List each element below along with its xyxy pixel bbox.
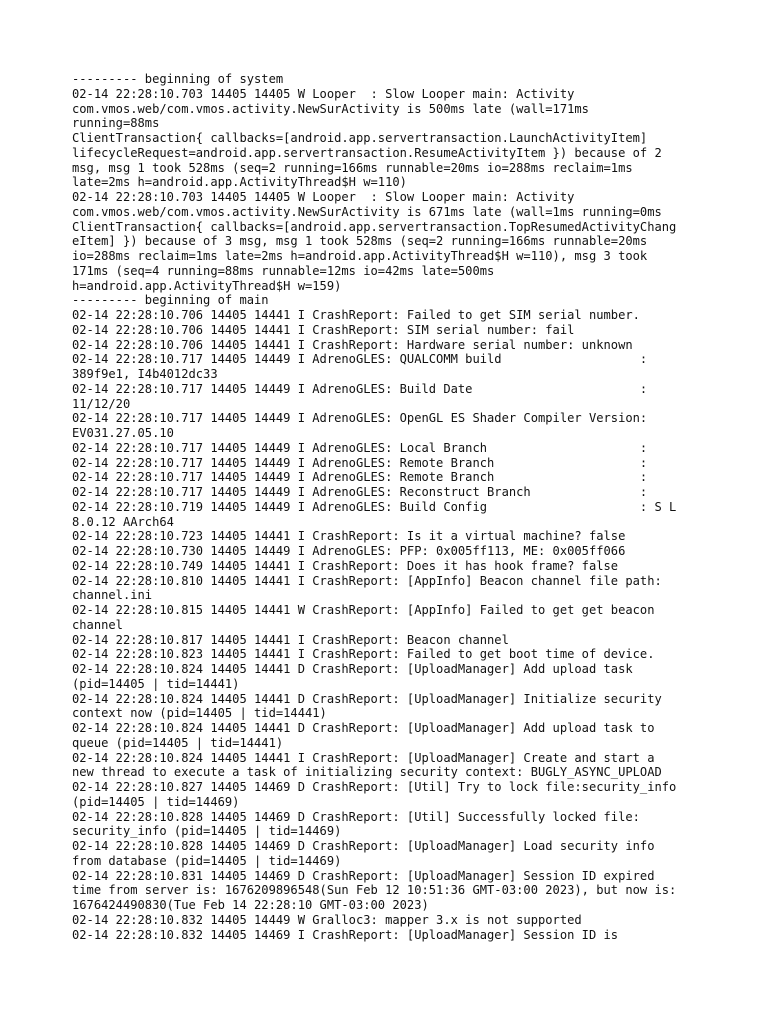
log-line: ClientTransaction{ callbacks=[android.app.servertransaction.LaunchActivityItem] [72, 131, 648, 145]
log-line: io=288ms reclaim=1ms late=2ms h=android.app.ActivityThread$H w=110), msg 3 took [72, 249, 648, 263]
log-line: channel.ini [72, 588, 153, 603]
log-line: 02-14 22:28:10.832 14405 14469 I CrashReport: [UploadManager] Session ID is [72, 927, 619, 942]
log-line: (pid=14405 | tid=14441) [72, 676, 240, 691]
log-line: ClientTransaction{ callbacks=[android.app.servertransaction.TopResumedActivityChang [72, 219, 677, 234]
log-line: 02-14 22:28:10.824 14405 14441 I CrashReport: [UploadManager] Create and start a [72, 750, 655, 765]
log-line: 02-14 22:28:10.832 14405 14449 W Gralloc3: mapper 3.x is not supported [72, 912, 582, 927]
log-line: EV031.27.05.10 [72, 426, 174, 440]
log-line: h=android.app.ActivityThread$H w=159) [72, 278, 342, 293]
log-line: 02-14 22:28:10.831 14405 14469 D CrashReport: [UploadManager] Session ID expired [72, 868, 655, 883]
log-line: 02-14 22:28:10.823 14405 14441 I CrashReport: Failed to get boot time of device. [72, 647, 655, 662]
log-line: 02-14 22:28:10.815 14405 14441 W CrashReport: [AppInfo] Failed to get get beacon [72, 603, 655, 617]
log-line: 02-14 22:28:10.717 14405 14449 I AdrenoGLES: Local Branch : [72, 440, 648, 455]
log-line: context now (pid=14405 | tid=14441) [72, 706, 327, 721]
log-line: late=2ms h=android.app.ActivityThread$H w=110) [72, 175, 407, 190]
log-line: 02-14 22:28:10.717 14405 14449 I AdrenoGLES: QUALCOMM build : [72, 352, 648, 367]
log-line: 02-14 22:28:10.706 14405 14441 I CrashReport: Hardware serial number: unknown [72, 337, 633, 352]
log-line: 02-14 22:28:10.717 14405 14449 I AdrenoGLES: Reconstruct Branch : [72, 485, 648, 499]
log-line: 389f9e1, I4b4012dc33 [72, 367, 218, 381]
log-line: new thread to execute a task of initializing security context: BUGLY_ASYNC_UPLOAD [72, 765, 662, 780]
log-line: time from server is: 1676209896548(Sun Feb 12 10:51:36 GMT-03:00 2023), but now is: [72, 883, 677, 898]
log-line: --------- beginning of system [72, 72, 284, 86]
log-line: 02-14 22:28:10.824 14405 14441 D CrashReport: [UploadManager] Add upload task to [72, 721, 655, 735]
log-line: 02-14 22:28:10.717 14405 14449 I AdrenoGLES: Build Date : [72, 381, 648, 396]
log-line: queue (pid=14405 | tid=14441) [72, 735, 284, 750]
log-line: running=88ms [72, 116, 160, 131]
log-line: 02-14 22:28:10.730 14405 14449 I AdrenoGLES: PFP: 0x005ff113, ME: 0x005ff066 [72, 544, 626, 558]
log-line: 02-14 22:28:10.717 14405 14449 I AdrenoGLES: Remote Branch : [72, 455, 648, 470]
log-line: com.vmos.web/com.vmos.activity.NewSurActivity is 671ms late (wall=1ms running=0ms [72, 204, 662, 219]
log-line: 02-14 22:28:10.706 14405 14441 I CrashReport: SIM serial number: fail [72, 322, 575, 337]
log-line: eItem] }) because of 3 msg, msg 1 took 528ms (seq=2 running=166ms runnable=20ms [72, 234, 648, 249]
log-line: 02-14 22:28:10.719 14405 14449 I AdrenoGLES: Build Config : S L [72, 499, 677, 514]
log-line: 02-14 22:28:10.749 14405 14441 I CrashReport: Does it has hook frame? false [72, 558, 619, 573]
log-line: com.vmos.web/com.vmos.activity.NewSurActivity is 500ms late (wall=171ms [72, 101, 589, 116]
log-line: lifecycleRequest=android.app.servertransaction.ResumeActivityItem }) because of 2 [72, 145, 662, 160]
log-line: 8.0.12 AArch64 [72, 514, 174, 529]
log-line: (pid=14405 | tid=14469) [72, 794, 240, 809]
log-line: 1676424490830(Tue Feb 14 22:28:10 GMT-03:00 2023) [72, 898, 429, 912]
log-line: 02-14 22:28:10.717 14405 14449 I AdrenoGLES: Remote Branch : [72, 470, 648, 485]
log-line: 02-14 22:28:10.723 14405 14441 I CrashReport: Is it a virtual machine? false [72, 529, 626, 544]
log-line: 02-14 22:28:10.717 14405 14449 I AdrenoGLES: OpenGL ES Shader Compiler Version: [72, 411, 648, 426]
log-line: 02-14 22:28:10.824 14405 14441 D CrashReport: [UploadManager] Initialize security [72, 691, 662, 706]
log-line: 02-14 22:28:10.824 14405 14441 D CrashReport: [UploadManager] Add upload task [72, 662, 633, 676]
log-line: channel [72, 617, 123, 632]
log-line: --------- beginning of main [72, 293, 269, 308]
log-line: msg, msg 1 took 528ms (seq=2 running=166ms runnable=20ms io=288ms reclaim=1ms [72, 160, 633, 175]
log-line: 02-14 22:28:10.817 14405 14441 I CrashReport: Beacon channel [72, 632, 509, 647]
log-line: 02-14 22:28:10.703 14405 14405 W Looper : Slow Looper main: Activity [72, 190, 575, 204]
log-document [72, 72, 700, 942]
log-line: 02-14 22:28:10.828 14405 14469 D CrashReport: [UploadManager] Load security info [72, 839, 655, 853]
log-line: 171ms (seq=4 running=88ms runnable=12ms io=42ms late=500ms [72, 263, 495, 278]
log-line: security_info (pid=14405 | tid=14469) [72, 824, 342, 839]
log-line: 02-14 22:28:10.827 14405 14469 D CrashReport: [Util] Try to lock file:security_info [72, 780, 677, 794]
log-line: 11/12/20 [72, 396, 131, 411]
log-line: 02-14 22:28:10.828 14405 14469 D CrashReport: [Util] Successfully locked file: [72, 809, 640, 824]
log-line: from database (pid=14405 | tid=14469) [72, 853, 342, 868]
log-line: 02-14 22:28:10.703 14405 14405 W Looper : Slow Looper main: Activity [72, 86, 575, 101]
log-line: 02-14 22:28:10.706 14405 14441 I CrashReport: Failed to get SIM serial number. [72, 308, 640, 322]
log-line: 02-14 22:28:10.810 14405 14441 I CrashReport: [AppInfo] Beacon channel file path: [72, 573, 662, 588]
